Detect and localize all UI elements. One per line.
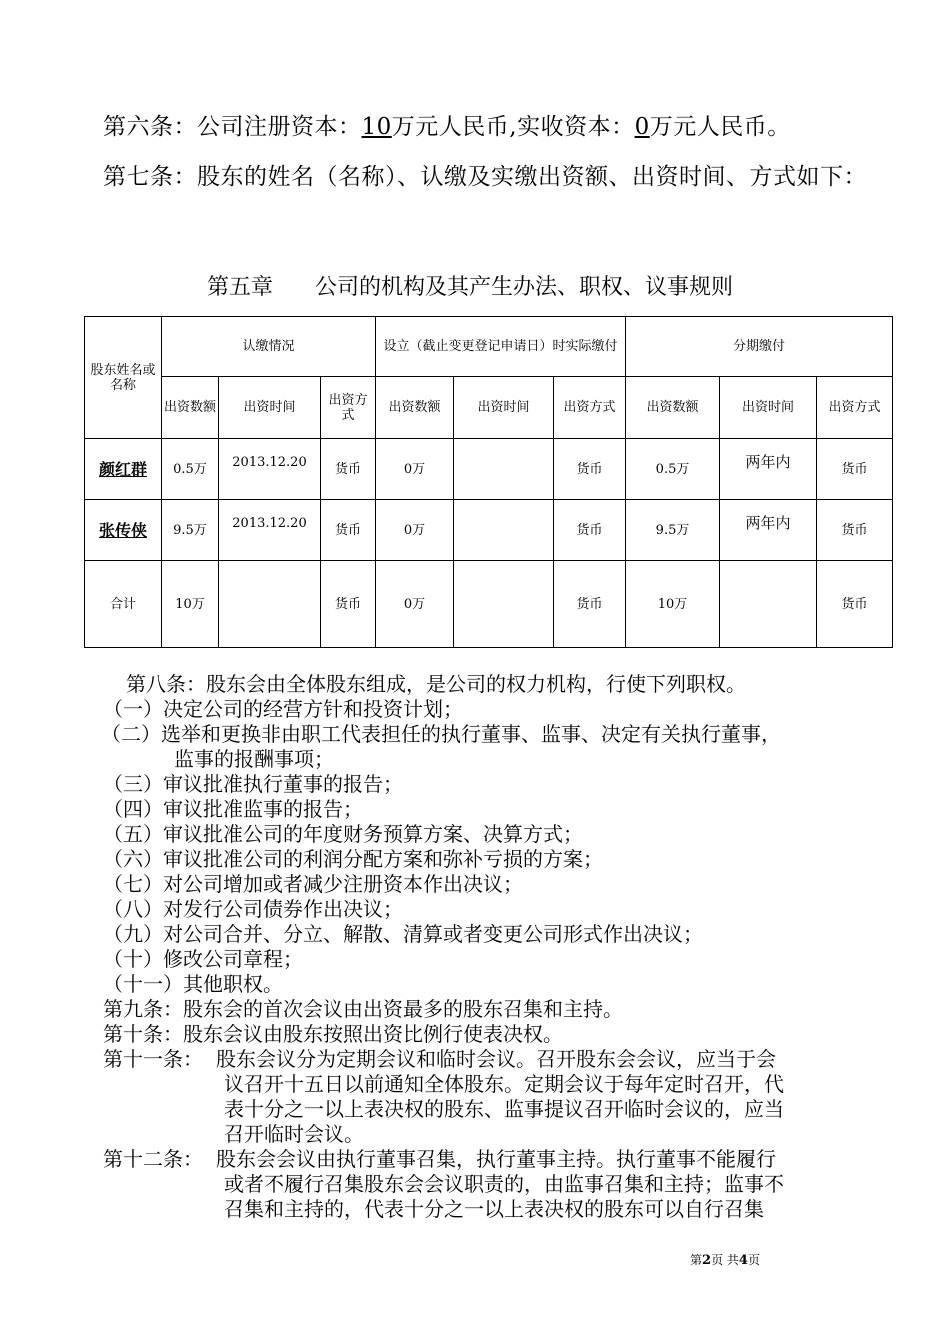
- page-footer: [690, 1251, 760, 1268]
- registered-capital-value: 10: [361, 114, 392, 140]
- subheader-act-method: 出资方式: [554, 377, 626, 439]
- cell-act-time: [454, 500, 554, 561]
- total-sub-time: [219, 561, 321, 648]
- total-sub-method: 货币: [321, 561, 376, 648]
- shareholder-name: 张传侠: [85, 500, 162, 561]
- chapter-heading: [207, 270, 733, 301]
- cell-sub-method: 货币: [321, 500, 376, 561]
- footer-post: 页: [747, 1253, 760, 1267]
- paid-capital-value: 0: [634, 114, 650, 140]
- cell-sub-method: 货币: [321, 439, 376, 500]
- subheader-sub-time: 出资时间: [219, 377, 321, 439]
- article-11-line-2: 议召开十五日以前通知全体股东。定期会议于每年定时召开，代: [224, 1072, 784, 1096]
- chapter-label: 第五章: [207, 275, 274, 300]
- article-10: 第十条：股东会议由股东按照出资比例行使表决权。: [103, 1022, 563, 1046]
- article-12-label: 第十二条：: [103, 1147, 203, 1171]
- table-header-row: [85, 317, 893, 377]
- cell-act-method: 货币: [554, 500, 626, 561]
- total-sub-amount: 10万: [162, 561, 219, 648]
- page-number: 2: [702, 1253, 712, 1268]
- header-shareholder-name: 股东姓名或名称: [85, 317, 162, 439]
- subheader-act-time: 出资时间: [454, 377, 554, 439]
- article-8-item-10: （十）修改公司章程；: [103, 947, 303, 971]
- article-11-label: 第十一条：: [103, 1047, 203, 1071]
- cell-ins-time: 两年内: [720, 439, 817, 500]
- cell-ins-amount: 9.5万: [626, 500, 720, 561]
- article-12-line-2: 或者不履行召集股东会会议职责的，由监事召集和主持；监事不: [224, 1172, 784, 1196]
- article-8-item-7: （七）对公司增加或者减少注册资本作出决议；: [103, 872, 523, 896]
- footer-mid: 页 共: [711, 1253, 739, 1267]
- table-subheader-row: [85, 377, 893, 439]
- cell-act-time: [454, 439, 554, 500]
- article-6: [103, 108, 791, 141]
- total-pages: 4: [738, 1253, 748, 1268]
- article-6-mid: 万元人民币,实收资本：: [391, 114, 635, 140]
- total-label: 合计: [85, 561, 162, 648]
- subheader-act-amount: 出资数额: [376, 377, 454, 439]
- article-8-item-11: （十一）其他职权。: [103, 972, 283, 996]
- header-subscribed: 认缴情况: [162, 317, 376, 377]
- cell-act-amount: 0万: [376, 500, 454, 561]
- table-row: [85, 439, 893, 500]
- total-act-amount: 0万: [376, 561, 454, 648]
- article-8-item-4: （四）审议批准监事的报告；: [103, 797, 363, 821]
- article-11-line-3: 表十分之一以上表决权的股东、监事提议召开临时会议的，应当: [224, 1097, 784, 1121]
- article-8-item-5: （五）审议批准公司的年度财务预算方案、决算方式；: [103, 822, 583, 846]
- total-act-time: [454, 561, 554, 648]
- article-8-item-9: （九）对公司合并、分立、解散、清算或者变更公司形式作出决议；: [103, 922, 703, 946]
- article-9: 第九条：股东会的首次会议由出资最多的股东召集和主持。: [103, 997, 623, 1021]
- footer-pre: 第: [690, 1253, 703, 1267]
- header-installment: 分期缴付: [626, 317, 893, 377]
- article-6-suffix: 万元人民币。: [649, 114, 791, 140]
- article-8-item-2-cont: 监事的报酬事项；: [174, 747, 334, 771]
- article-8-item-2: （二）选举和更换非由职工代表担任的执行董事、监事、决定有关执行董事，: [101, 722, 781, 746]
- cell-ins-method: 货币: [817, 500, 893, 561]
- cell-act-method: 货币: [554, 439, 626, 500]
- table-total-row: [85, 561, 893, 648]
- cell-sub-time: 2013.12.20: [219, 439, 321, 500]
- subheader-sub-amount: 出资数额: [162, 377, 219, 439]
- header-actual-paid: 设立（截止变更登记申请日）时实际缴付: [376, 317, 626, 377]
- chapter-title: 公司的机构及其产生办法、职权、议事规则: [315, 275, 734, 300]
- total-ins-method: 货币: [817, 561, 893, 648]
- cell-ins-amount: 0.5万: [626, 439, 720, 500]
- article-8-intro: 第八条：股东会由全体股东组成，是公司的权力机构，行使下列职权。: [126, 672, 746, 696]
- cell-act-amount: 0万: [376, 439, 454, 500]
- article-6-prefix: 第六条：公司注册资本：: [103, 114, 362, 140]
- table-row: [85, 500, 893, 561]
- subheader-sub-method: 出资方式: [321, 377, 376, 439]
- cell-sub-amount: 0.5万: [162, 439, 219, 500]
- article-11-line-4: 召开临时会议。: [224, 1122, 364, 1146]
- cell-sub-time: 2013.12.20: [219, 500, 321, 561]
- subheader-ins-time: 出资时间: [720, 377, 817, 439]
- shareholder-table: [84, 316, 893, 648]
- subheader-ins-method: 出资方式: [817, 377, 893, 439]
- cell-ins-time: 两年内: [720, 500, 817, 561]
- article-7: 第七条：股东的姓名（名称）、认缴及实缴出资额、出资时间、方式如下：: [103, 164, 867, 190]
- article-8-item-1: （一）决定公司的经营方针和投资计划；: [103, 697, 463, 721]
- article-12-line-1: 股东会会议由执行董事召集，执行董事主持。执行董事不能履行: [216, 1147, 776, 1171]
- total-ins-time: [720, 561, 817, 648]
- article-12-line-3: 召集和主持的，代表十分之一以上表决权的股东可以自行召集: [224, 1197, 764, 1221]
- article-8-item-8: （八）对发行公司债券作出决议；: [103, 897, 403, 921]
- article-8-item-6: （六）审议批准公司的利润分配方案和弥补亏损的方案；: [103, 847, 603, 871]
- total-act-method: 货币: [554, 561, 626, 648]
- shareholder-name: 颜红群: [85, 439, 162, 500]
- subheader-ins-amount: 出资数额: [626, 377, 720, 439]
- article-11-line-1: 股东会议分为定期会议和临时会议。召开股东会会议，应当于会: [216, 1047, 776, 1071]
- article-8-item-3: （三）审议批准执行董事的报告；: [103, 772, 403, 796]
- cell-sub-amount: 9.5万: [162, 500, 219, 561]
- cell-ins-method: 货币: [817, 439, 893, 500]
- total-ins-amount: 10万: [626, 561, 720, 648]
